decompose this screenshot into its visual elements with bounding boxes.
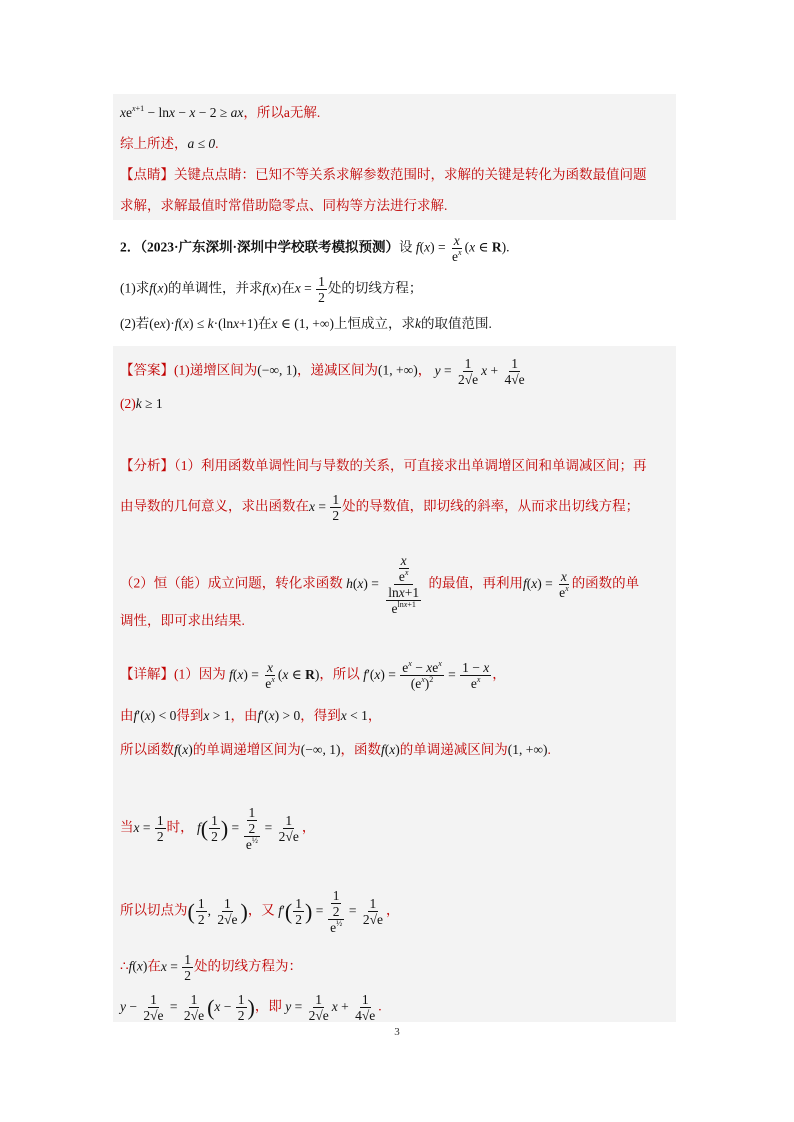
answer-tag: 【答案】	[120, 362, 174, 378]
analysis-tag: 【分析】	[120, 458, 174, 473]
answer-line1: 【答案】(1)递增区间为(−∞, 1)，递减区间为(1, +∞)， y = $\frac{1}{2√e}$ x + $\frac{1}{4√e}$	[120, 356, 525, 387]
problem-part1: (1)求f(x)的单调性，并求f(x)在x = $\frac{1}{2}$ 处的切线方程；	[120, 274, 423, 305]
comment-line1: 【点睛】关键点点睛：已知不等关系求解参数范围时，求解的关键是转化为函数最值问题	[120, 167, 647, 182]
detail-line3: 所以函数f(x)的单调递增区间为(−∞, 1)，函数f(x)的单调递减区间为(1, +∞).	[120, 742, 551, 757]
detail-tag: 【详解】	[120, 666, 174, 682]
problem-stem: 2．（2023·广东深圳·深圳中学校联考模拟预测）设 f(x) = $\frac{x}{e^x}$ (x ∈ R).	[120, 233, 510, 264]
problem-part2: (2)若(ex)·f(x) ≤ k·(lnx+1)在x ∈ (1, +∞)上恒成立，求k的取值范围.	[120, 316, 492, 331]
detail-line4: 当x = $\frac{1}{2}$ 时， f( $\frac{1}{2}$ ) = $\frac{\frac{1}{2}}{e^{\frac{1}{2}}}$ = $\frac{1}{2√e}$ ，	[120, 805, 316, 852]
prev-solution-line1: $xe^{x+1} - \ln x - x - 2$ ≥ ax，所以a无解.	[120, 104, 321, 120]
prev-solution-line2: 综上所述，a ≤ 0.	[120, 136, 219, 151]
problem-source: （2023·广东深圳·深圳中学校联考模拟预测）	[140, 239, 400, 255]
detail-line6: ∴f(x)在x = $\frac{1}{2}$ 处的切线方程为：	[120, 952, 302, 983]
comment-tag: 【点睛】	[120, 167, 174, 182]
analysis-line1: 【分析】（1）利用函数单调性间与导数的关系，可直接求出单调增区间和单调减区间；再	[120, 458, 647, 473]
page-number: 3	[394, 1026, 400, 1038]
detail-line1: 【详解】(1）因为 f(x) = $\frac{x}{e^x}$ (x ∈ R)，所以 f′(x) = $\frac{e^x - xe^x}{(e^x)^2}$ = $\frac{1 - x}{e^x}$ ，	[120, 659, 506, 691]
detail-line2: 由f′(x) < 0得到x > 1，由f′(x) > 0，得到x < 1，	[120, 708, 382, 723]
analysis-line3: （2）恒（能）成立问题，转化求函数 h(x) = $\frac{\frac{x}{e^x}}{\frac{\ln x+1}{e^{lnx+1}}}$ 的最值，再利用f(x) = $\frac{x}{e^x}$ 的函数的单	[120, 553, 640, 616]
detail-line7: y − $\frac{1}{2√e}$ = $\frac{1}{2√e}$ (x − $\frac{1}{2}$ )，即 y = $\frac{1}{2√e}$ x + $\frac{1}{4√e}$ .	[120, 992, 382, 1023]
comment-line2: 求解，求解最值时常借助隐零点、同构等方法进行求解.	[120, 198, 448, 213]
answer-line2: (2)k ≥ 1	[120, 396, 163, 411]
detail-line5: 所以切点为( $\frac{1}{2}$ , $\frac{1}{2√e}$ )，又 f′( $\frac{1}{2}$ ) = $\frac{\frac{1}{2}}{e^{\frac{1}{2}}}$ = $\frac{1}{2√e}$ ，	[120, 888, 400, 935]
analysis-line4: 调性，即可求出结果.	[120, 613, 245, 628]
analysis-line2: 由导数的几何意义，求出函数在x = $\frac{1}{2}$ 处的导数值，即切线的斜率，从而求出切线方程；	[120, 492, 640, 523]
